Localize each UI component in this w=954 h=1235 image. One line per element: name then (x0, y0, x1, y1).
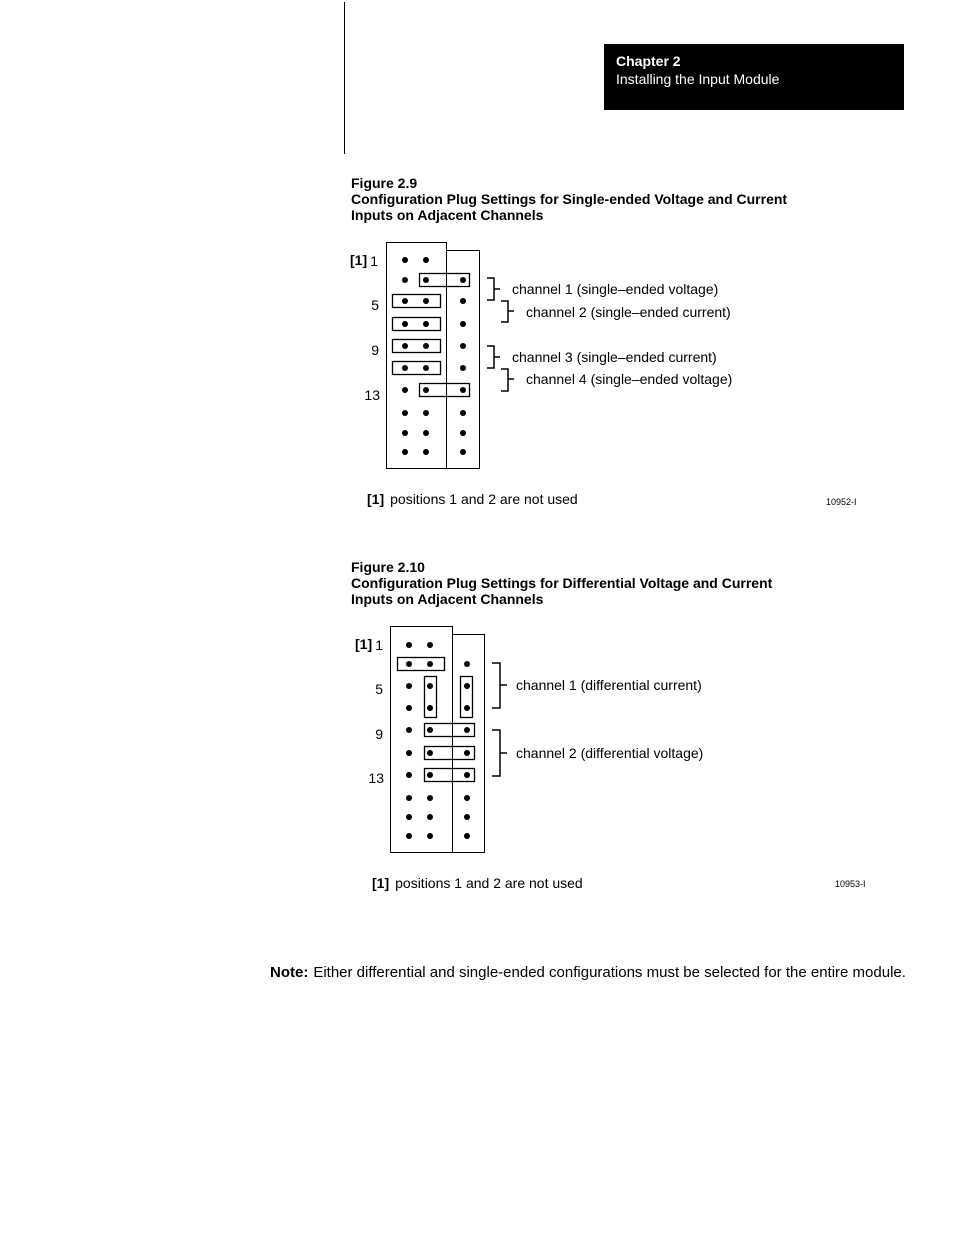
row-label: 5 (371, 297, 379, 313)
jumper-plug (461, 677, 473, 718)
figure-footnote (372, 875, 583, 891)
figure-label: Figure 2.10 (351, 559, 425, 575)
channel-label: channel 1 (differential current) (516, 677, 702, 693)
row-label: 1 (370, 253, 378, 269)
figure-label: Figure 2.9 (351, 175, 418, 191)
note-label: Note: (270, 964, 309, 981)
unused-marker: [1] (350, 252, 368, 268)
channel-label: channel 3 (single–ended current) (512, 349, 717, 365)
unused-marker: [1] (355, 636, 373, 652)
row-label: 9 (375, 726, 383, 742)
jumper-plug (393, 340, 441, 353)
channel-label: channel 1 (single–ended voltage) (512, 281, 719, 297)
jumper-plug (398, 658, 445, 671)
footnote-marker: [1] (372, 875, 390, 891)
figure-id: 10953-I (835, 879, 866, 889)
footnote-text: positions 1 and 2 are not used (390, 491, 578, 507)
connector-left-block (387, 243, 447, 469)
jumper-plug (393, 295, 441, 308)
channel-braces (492, 663, 507, 776)
row-label: 5 (375, 681, 383, 697)
footnote-text: positions 1 and 2 are not used (395, 875, 583, 891)
row-label: 13 (364, 387, 380, 403)
jumper-plug (393, 318, 441, 331)
figure-caption: Configuration Plug Settings for Single-ended Voltage and Current Inputs on Adjacent Channels (351, 191, 788, 223)
figure-footnote (367, 491, 578, 507)
channel-label: channel 2 (single–ended current) (526, 304, 731, 320)
module-note (270, 964, 906, 981)
margin-rule (344, 2, 345, 154)
plug-diagram-differential (340, 620, 740, 860)
row-label: 1 (375, 637, 383, 653)
figure-caption: Configuration Plug Settings for Differential Voltage and Current Inputs on Adjacent Channels (351, 575, 773, 607)
channel-braces (487, 278, 514, 391)
pin-grid (406, 642, 470, 839)
connector-left-block (391, 627, 453, 853)
plug-diagram-single-ended (340, 236, 740, 476)
connector-right-block (453, 635, 485, 853)
chapter-number: Chapter 2 (616, 53, 681, 69)
jumper-plug (425, 677, 437, 718)
chapter-title: Installing the Input Module (616, 71, 780, 87)
footnote-marker: [1] (367, 491, 385, 507)
figure-id: 10952-I (826, 497, 857, 507)
jumper-plug (393, 362, 441, 375)
row-label: 9 (371, 342, 379, 358)
chapter-header (604, 44, 904, 110)
note-text: Either differential and single-ended configurations must be selected for the entire module. (313, 964, 906, 981)
row-label: 13 (368, 770, 384, 786)
channel-label: channel 2 (differential voltage) (516, 745, 704, 761)
channel-label: channel 4 (single–ended voltage) (526, 371, 733, 387)
